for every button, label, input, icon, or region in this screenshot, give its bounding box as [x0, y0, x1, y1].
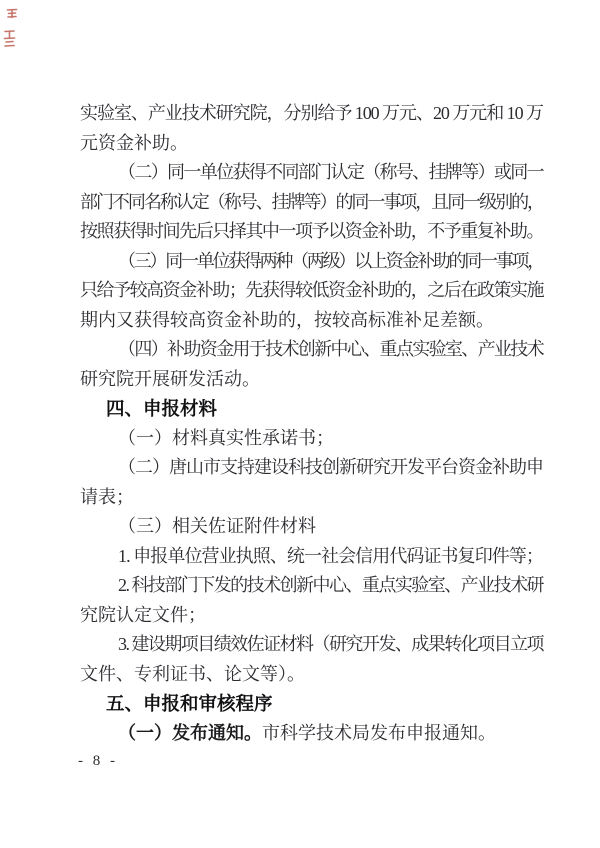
section-heading — [80, 394, 543, 424]
text-line — [80, 365, 543, 395]
text-segment: （一）发布通知。 — [118, 722, 262, 743]
text-line — [80, 453, 543, 483]
text-segment: 市科学技术局发布申报通知。 — [262, 722, 496, 743]
text-segment: （二）同一单位获得不同部门认定（称号、挂牌等）或同一 — [118, 162, 543, 182]
text-segment: 实验室、产业技术研究院，分别给予 100 万元、20 万元和 10 万 — [80, 103, 543, 123]
red-stamp-fragment-icon — [3, 29, 16, 48]
text-segment: 期内又获得较高资金补助的，按较高标准补足差额。 — [80, 309, 494, 330]
section-heading — [80, 689, 543, 719]
text-line — [80, 188, 543, 218]
text-line — [80, 483, 543, 513]
text-line — [80, 719, 543, 749]
text-segment: 部门不同名称认定（称号、挂牌等）的同一事项，且同一级别的， — [80, 191, 543, 212]
document-body — [80, 99, 543, 748]
text-segment: 1. 申报单位营业执照、统一社会信用代码证书复印件等； — [118, 545, 543, 566]
text-line — [80, 424, 543, 454]
text-line — [80, 630, 543, 660]
text-segment: （三）同一单位获得两种（两级）以上资金补助的同一事项， — [118, 250, 543, 271]
text-line — [80, 542, 543, 572]
text-segment: 请表； — [80, 486, 134, 507]
text-segment: 四、申报材料 — [106, 398, 218, 419]
text-line — [80, 512, 543, 542]
text-line — [80, 129, 543, 159]
text-line — [80, 660, 543, 690]
text-segment: 五、申报和审核程序 — [106, 693, 273, 714]
page-number: - 8 - — [78, 753, 118, 769]
text-segment: 只给予较高资金补助；先获得较低资金补助的，之后在政策实施 — [80, 280, 543, 300]
text-segment: 按照获得时间先后只择其中一项予以资金补助，不予重复补助。 — [80, 221, 543, 241]
text-segment: 2. 科技部门下发的技术创新中心、重点实验室、产业技术研 — [118, 575, 543, 595]
text-line — [80, 99, 543, 129]
text-line — [80, 217, 543, 247]
text-line — [80, 306, 543, 336]
text-line — [80, 335, 543, 365]
text-line — [80, 276, 543, 306]
text-line — [80, 571, 543, 601]
red-stamp-fragment-icon — [6, 7, 18, 19]
text-line — [80, 601, 543, 631]
text-segment: （四）补助资金用于技术创新中心、重点实验室、产业技术 — [118, 339, 543, 359]
text-segment: 3. 建设期项目绩效佐证材料（研究开发、成果转化项目立项 — [118, 634, 543, 654]
text-segment: （二）唐山市支持建设科技创新研究开发平台资金补助申 — [118, 457, 543, 477]
text-segment: 研究院开展研发活动。 — [80, 368, 260, 389]
text-segment: （一）材料真实性承诺书； — [118, 427, 334, 448]
text-line — [80, 158, 543, 188]
text-line — [80, 247, 543, 277]
text-segment: （三）相关佐证附件材料 — [118, 516, 316, 536]
text-segment: 元资金补助。 — [80, 132, 188, 153]
text-segment: 究院认定文件； — [80, 604, 206, 625]
text-segment: 文件、专利证书、论文等）。 — [80, 663, 305, 684]
